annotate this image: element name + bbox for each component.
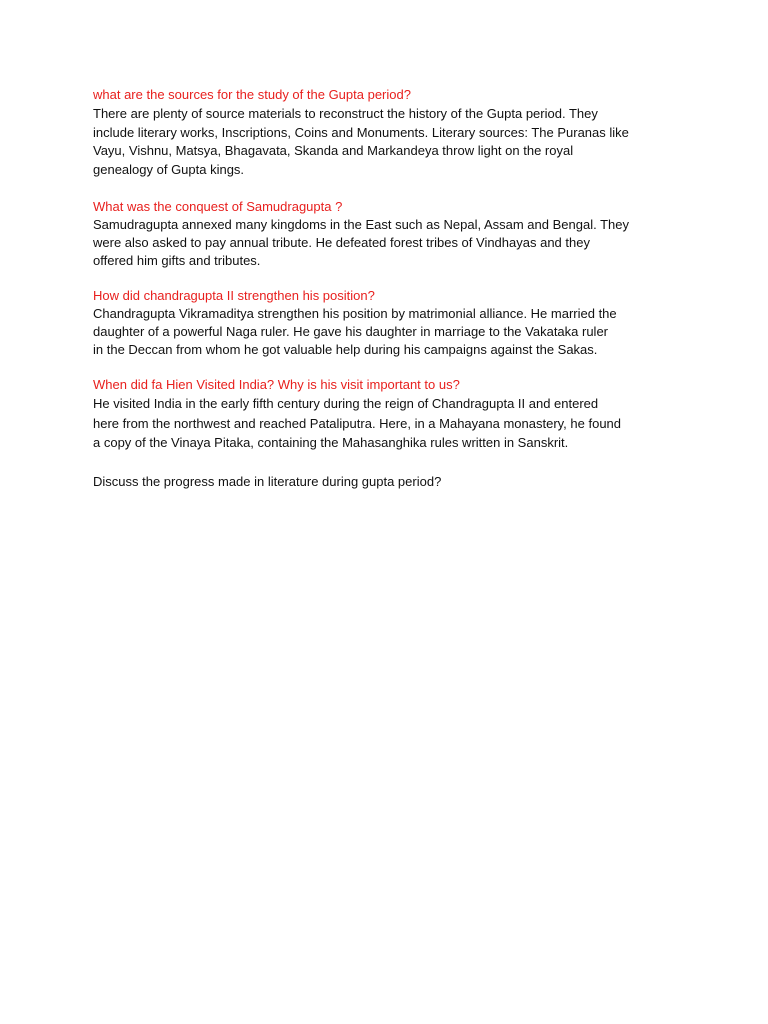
answer-line: here from the northwest and reached Pataliputra. Here, in a Mahayana monastery, he found <box>93 415 622 431</box>
question-heading: What was the conquest of Samudragupta ? <box>93 199 343 214</box>
answer-line: Chandragupta Vikramaditya strengthen his position by matrimonial alliance. He married the <box>93 306 617 321</box>
answer-line: were also asked to pay annual tribute. He defeated forest tribes of Vindhayas and they <box>93 235 590 250</box>
section-gupta-sources <box>93 86 693 179</box>
answer-line: genealogy of Gupta kings. <box>93 161 245 177</box>
answer-line: a copy of the Vinaya Pitaka, containing the Mahasanghika rules written in Sanskrit. <box>93 435 569 450</box>
question-heading: How did chandragupta II strengthen his position? <box>93 288 375 303</box>
question-heading: what are the sources for the study of the Gupta period? <box>93 87 411 102</box>
answer-line: offered him gifts and tributes. <box>93 253 261 268</box>
answer-paragraph <box>93 216 693 270</box>
document-page <box>93 86 693 491</box>
question-heading: When did fa Hien Visited India? Why is his visit important to us? <box>93 377 460 392</box>
answer-line: in the Deccan from whom he got valuable help during his campaigns against the Sakas. <box>93 342 598 357</box>
answer-line: include literary works, Inscriptions, Coins and Monuments. Literary sources: The Puranas like <box>93 124 629 140</box>
answer-line: daughter of a powerful Naga ruler. He gave his daughter in marriage to the Vakataka ruler <box>93 324 609 339</box>
answer-paragraph <box>93 105 693 179</box>
section-literature-question <box>93 473 693 491</box>
answer-line: There are plenty of source materials to reconstruct the history of the Gupta period. They <box>93 106 598 121</box>
final-question: Discuss the progress made in literature during gupta period? <box>93 473 442 489</box>
section-fa-hien-visit <box>93 376 693 453</box>
answer-line: Samudragupta annexed many kingdoms in the East such as Nepal, Assam and Bengal. They <box>93 217 629 232</box>
answer-line: He visited India in the early fifth century during the reign of Chandragupta II and entered <box>93 396 599 411</box>
section-chandragupta-position <box>93 287 693 359</box>
answer-line: Vayu, Vishnu, Matsya, Bhagavata, Skanda and Markandeya throw light on the royal <box>93 143 574 158</box>
answer-paragraph <box>93 305 693 359</box>
answer-paragraph <box>93 394 693 453</box>
section-samudragupta-conquest <box>93 198 693 270</box>
